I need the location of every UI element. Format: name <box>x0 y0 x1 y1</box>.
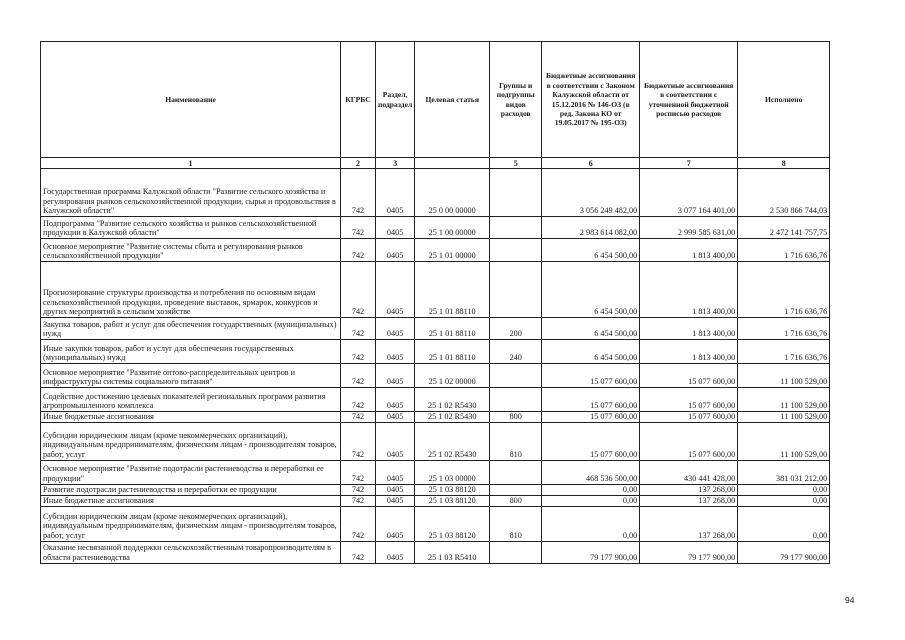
table-row <box>41 364 830 388</box>
row-executed-amount: 381 031 212,00 <box>738 460 830 484</box>
row-executed-amount: 2 530 866 744,03 <box>738 169 830 217</box>
row-law-amount: 6 454 500,00 <box>542 239 640 262</box>
row-target-code: 25 1 02 R5430 <box>415 422 490 460</box>
row-kgrbs: 742 <box>341 484 376 495</box>
header-law-allocations: Бюджетные ассигнования в соответствии с Законом Калужской области от 15.12.2016 № 146-ОЗ (в ред. Закона КО от 19.05.2017 № 195-ОЗ) <box>542 42 640 158</box>
header-name: Наименование <box>41 42 341 158</box>
row-expense-group <box>490 484 542 495</box>
row-target-code: 25 1 02 R5430 <box>415 412 490 423</box>
row-kgrbs: 742 <box>341 239 376 262</box>
row-executed-amount: 2 472 141 757,75 <box>738 217 830 239</box>
row-executed-amount: 79 177 900,00 <box>738 541 830 563</box>
row-executed-amount: 11 100 529,00 <box>738 412 830 423</box>
row-kgrbs: 742 <box>341 412 376 423</box>
row-refined-amount: 137 268,00 <box>640 484 738 495</box>
col-number: 3 <box>376 158 415 169</box>
row-expense-group <box>490 262 542 318</box>
row-name: Иные бюджетные ассигнования <box>41 412 341 423</box>
table-row <box>41 388 830 412</box>
row-target-code: 25 1 01 88110 <box>415 340 490 364</box>
row-expense-group <box>490 460 542 484</box>
row-section: 0405 <box>376 239 415 262</box>
table-row <box>41 169 830 217</box>
table-row <box>41 506 830 541</box>
header-groups: Группы и подгруппы видов расходов <box>490 42 542 158</box>
row-target-code: 25 1 03 R5410 <box>415 541 490 563</box>
row-law-amount: 15 077 600,00 <box>542 388 640 412</box>
row-law-amount: 0,00 <box>542 506 640 541</box>
header-section: Раздел, подраздел <box>376 42 415 158</box>
row-name: Закупка товаров, работ и услуг для обеспечения государственных (муниципальных) нужд <box>41 318 341 340</box>
row-refined-amount: 1 813 400,00 <box>640 239 738 262</box>
row-target-code: 25 1 03 00000 <box>415 460 490 484</box>
col-number <box>415 158 490 169</box>
row-refined-amount: 1 813 400,00 <box>640 262 738 318</box>
row-expense-group <box>490 364 542 388</box>
row-name: Основное мероприятие "Развитие оптово-распределительных центров и инфраструктуры системы социального питания" <box>41 364 341 388</box>
row-refined-amount: 2 999 585 631,00 <box>640 217 738 239</box>
row-name: Основное мероприятие "Развитие системы сбыта и регулирования рынков сельскохозяйственной продукции" <box>41 239 341 262</box>
row-section: 0405 <box>376 318 415 340</box>
row-executed-amount: 0,00 <box>738 495 830 506</box>
row-kgrbs: 742 <box>341 495 376 506</box>
row-target-code: 25 1 03 88120 <box>415 506 490 541</box>
row-law-amount: 15 077 600,00 <box>542 364 640 388</box>
row-kgrbs: 742 <box>341 340 376 364</box>
row-kgrbs: 742 <box>341 422 376 460</box>
col-number: 5 <box>490 158 542 169</box>
row-expense-group <box>490 239 542 262</box>
row-kgrbs: 742 <box>341 169 376 217</box>
row-refined-amount: 15 077 600,00 <box>640 364 738 388</box>
row-name: Государственная программа Калужской области "Развитие сельского хозяйства и регулирования рынков сельскохозяйственной продукции, сырья и продовольствия в Калужской области" <box>41 169 341 217</box>
row-name: Основное мероприятие "Развитие подотрасли растениеводства и переработки ее продукции" <box>41 460 341 484</box>
row-name: Иные закупки товаров, работ и услуг для обеспечения государственных (муниципальных) нужд <box>41 340 341 364</box>
row-law-amount: 0,00 <box>542 484 640 495</box>
table-header-row <box>41 42 830 158</box>
table-row <box>41 422 830 460</box>
row-law-amount: 79 177 900,00 <box>542 541 640 563</box>
row-refined-amount: 1 813 400,00 <box>640 318 738 340</box>
table-row <box>41 340 830 364</box>
row-section: 0405 <box>376 388 415 412</box>
row-name: Субсидии юридическим лицам (кроме некоммерческих организаций), индивидуальным предпринимателям, физическим лицам - производителям товаров, работ, услуг <box>41 506 341 541</box>
row-section: 0405 <box>376 340 415 364</box>
row-expense-group: 810 <box>490 506 542 541</box>
row-executed-amount: 11 100 529,00 <box>738 388 830 412</box>
row-executed-amount: 1 716 636,76 <box>738 318 830 340</box>
row-kgrbs: 742 <box>341 460 376 484</box>
row-section: 0405 <box>376 217 415 239</box>
row-law-amount: 0,00 <box>542 495 640 506</box>
row-target-code: 25 1 01 00000 <box>415 239 490 262</box>
col-number: 1 <box>41 158 341 169</box>
row-target-code: 25 1 02 00000 <box>415 364 490 388</box>
row-refined-amount: 3 077 164 401,00 <box>640 169 738 217</box>
row-law-amount: 3 056 249 482,00 <box>542 169 640 217</box>
row-refined-amount: 137 268,00 <box>640 495 738 506</box>
header-executed: Исполнено <box>738 42 830 158</box>
row-refined-amount: 15 077 600,00 <box>640 422 738 460</box>
row-refined-amount: 79 177 900,00 <box>640 541 738 563</box>
row-target-code: 25 0 00 00000 <box>415 169 490 217</box>
row-executed-amount: 1 716 636,76 <box>738 340 830 364</box>
row-name: Подпрограмма "Развитие сельского хозяйства и рынков сельскохозяйственной продукции в Калужской области" <box>41 217 341 239</box>
row-expense-group <box>490 217 542 239</box>
row-name: Субсидии юридическим лицам (кроме некоммерческих организаций), индивидуальным предпринимателям, физическим лицам - производителям товаров, работ, услуг <box>41 422 341 460</box>
row-target-code: 25 1 00 00000 <box>415 217 490 239</box>
row-kgrbs: 742 <box>341 541 376 563</box>
row-expense-group: 800 <box>490 412 542 423</box>
row-name: Содействие достижению целевых показателей региональных программ развития агропромышленного комплекса <box>41 388 341 412</box>
row-target-code: 25 1 03 88120 <box>415 484 490 495</box>
table-row <box>41 262 830 318</box>
row-law-amount: 2 983 614 082,00 <box>542 217 640 239</box>
row-section: 0405 <box>376 422 415 460</box>
row-executed-amount: 0,00 <box>738 506 830 541</box>
row-kgrbs: 742 <box>341 262 376 318</box>
row-law-amount: 15 077 600,00 <box>542 412 640 423</box>
row-expense-group <box>490 541 542 563</box>
row-refined-amount: 1 813 400,00 <box>640 340 738 364</box>
header-refined-allocations: Бюджетные ассигнования в соответствии с уточненной бюджетной росписью расходов <box>640 42 738 158</box>
row-expense-group: 810 <box>490 422 542 460</box>
row-law-amount: 468 536 500,00 <box>542 460 640 484</box>
row-executed-amount: 11 100 529,00 <box>738 422 830 460</box>
row-kgrbs: 742 <box>341 388 376 412</box>
table-row <box>41 460 830 484</box>
table-row <box>41 412 830 423</box>
col-number: 7 <box>640 158 738 169</box>
row-section: 0405 <box>376 495 415 506</box>
row-law-amount: 15 077 600,00 <box>542 422 640 460</box>
row-law-amount: 6 454 500,00 <box>542 318 640 340</box>
row-section: 0405 <box>376 541 415 563</box>
row-executed-amount: 0,00 <box>738 484 830 495</box>
row-expense-group <box>490 388 542 412</box>
page-number: 94 <box>845 595 855 605</box>
row-section: 0405 <box>376 169 415 217</box>
row-name: Развитие подотрасли растениеводства и переработки ее продукции <box>41 484 341 495</box>
row-expense-group <box>490 169 542 217</box>
table-row <box>41 541 830 563</box>
row-refined-amount: 430 441 428,00 <box>640 460 738 484</box>
col-number: 2 <box>341 158 376 169</box>
table-row <box>41 217 830 239</box>
row-expense-group: 200 <box>490 318 542 340</box>
col-number: 8 <box>738 158 830 169</box>
row-name: Иные бюджетные ассигнования <box>41 495 341 506</box>
row-refined-amount: 137 268,00 <box>640 506 738 541</box>
row-kgrbs: 742 <box>341 506 376 541</box>
budget-table <box>40 41 830 564</box>
row-executed-amount: 1 716 636,76 <box>738 262 830 318</box>
table-row <box>41 239 830 262</box>
row-section: 0405 <box>376 460 415 484</box>
row-executed-amount: 11 100 529,00 <box>738 364 830 388</box>
row-name: Прогнозирование структуры производства и потребления по основным видам сельскохозяйственной продукции, проведение выставок, ярмарок, конкурсов и других мероприятий в сельском хозяйстве <box>41 262 341 318</box>
row-expense-group: 800 <box>490 495 542 506</box>
row-kgrbs: 742 <box>341 318 376 340</box>
row-expense-group: 240 <box>490 340 542 364</box>
header-kgrbs: КГРБС <box>341 42 376 158</box>
row-refined-amount: 15 077 600,00 <box>640 388 738 412</box>
row-name: Оказание несвязанной поддержки сельскохозяйственным товаропроизводителям в области растениеводства <box>41 541 341 563</box>
row-executed-amount: 1 716 636,76 <box>738 239 830 262</box>
row-section: 0405 <box>376 506 415 541</box>
table-row <box>41 495 830 506</box>
row-law-amount: 6 454 500,00 <box>542 262 640 318</box>
table-row <box>41 318 830 340</box>
row-target-code: 25 1 02 R5430 <box>415 388 490 412</box>
row-law-amount: 6 454 500,00 <box>542 340 640 364</box>
row-section: 0405 <box>376 484 415 495</box>
row-target-code: 25 1 01 88110 <box>415 318 490 340</box>
row-kgrbs: 742 <box>341 217 376 239</box>
row-section: 0405 <box>376 364 415 388</box>
column-number-row <box>41 158 830 169</box>
row-refined-amount: 15 077 600,00 <box>640 412 738 423</box>
row-kgrbs: 742 <box>341 364 376 388</box>
header-target: Целевая статья <box>415 42 490 158</box>
table-row <box>41 484 830 495</box>
row-section: 0405 <box>376 412 415 423</box>
row-section: 0405 <box>376 262 415 318</box>
row-target-code: 25 1 01 88110 <box>415 262 490 318</box>
col-number: 6 <box>542 158 640 169</box>
row-target-code: 25 1 03 88120 <box>415 495 490 506</box>
